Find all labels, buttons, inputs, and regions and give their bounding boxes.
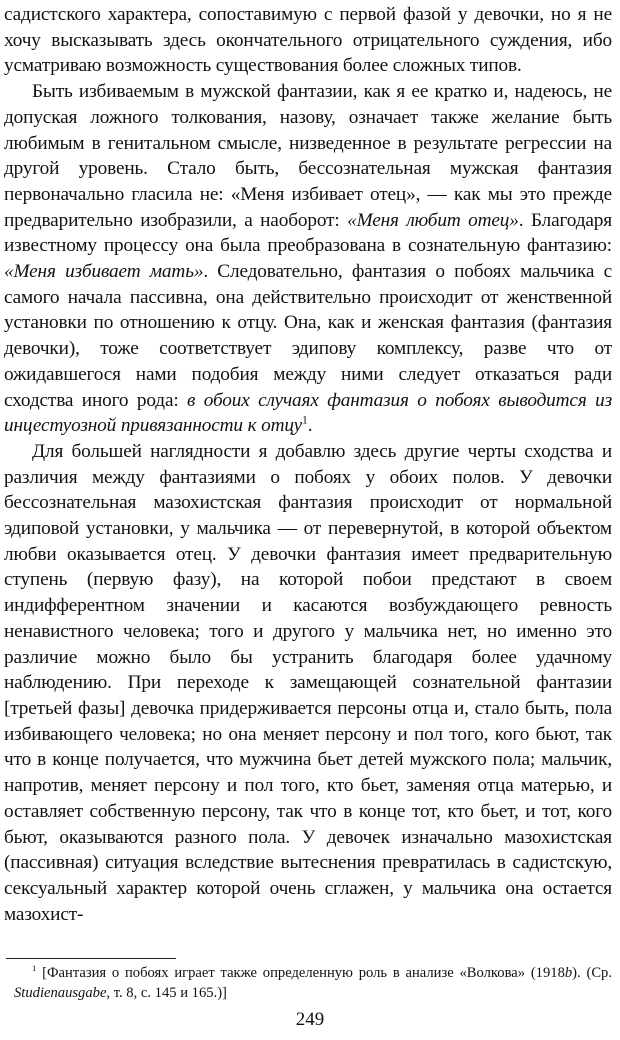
- page-number: 249: [295, 1009, 325, 1030]
- footnote-divider: [6, 958, 176, 959]
- paragraph: [4, 2, 612, 79]
- paragraph: [4, 439, 612, 927]
- text-run: [Фантазия о побоях играет также определенную роль в анализе «Волкова» (1918: [36, 965, 565, 981]
- text-run: . Следовательно, фантазия о побоях мальчика с самого начала пассивна, она действительно происходит от женственной установки по отношению к отцу. Она, как и женская фантазия (фантазия девочки), тоже соответствует эдипову комплексу, разве что от ожидавшегося нами подобия между ними следует отказаться ради сходства иного рода:: [4, 261, 612, 411]
- italic-phrase: в обоих случаях фантазия о побоях выводится из инцестуозной привязанности к отцу: [4, 389, 613, 437]
- footnote-marker: 1: [32, 963, 37, 974]
- italic-phrase: b: [564, 965, 573, 981]
- footnote-marker: 1: [302, 413, 308, 427]
- footnote: [14, 963, 612, 1003]
- italic-phrase: «Меня любит отец»: [347, 209, 519, 231]
- text-run: , т. 8, с. 145 и 165.)]: [106, 985, 227, 1001]
- text-run: .: [307, 415, 313, 437]
- main-text: [4, 2, 612, 927]
- paragraph: [4, 79, 612, 439]
- text-run: . Благодаря известному процессу она была преобразована в сознательную фантазию:: [4, 209, 612, 257]
- text-run: ). (Ср.: [572, 965, 612, 981]
- italic-phrase: «Меня избивает мать»: [4, 261, 204, 283]
- text-run: садистского характера, сопоставимую с первой фазой у девочки, но я не хочу высказывать здесь окончательного отрицательного суждения, ибо усматриваю возможность существования более сложных типов.: [4, 4, 612, 77]
- text-run: Быть избиваемым в мужской фантазии, как я ее кратко и, надеюсь, не допуская ложного толкования, назову, означает также желание быть любимым в генитальном смысле, низведенное в результате регрессии на другой уровень. Стало быть, бессознательная мужская фантазия первоначально гласила не: «Меня избивает отец», — как мы это прежде предварительно изобразили, а наоборот:: [4, 81, 612, 231]
- text-run: Для большей наглядности я добавлю здесь другие черты сходства и различия между фантазиями о побоях у обоих полов. У девочки бессознательная мазохистская фантазия происходит от нормальной эдиповой установки, у мальчика — от перевернутой, в которой объектом любви оказывается отец. У девочки фантазия имеет предварительную ступень (первую фазу), на которой побои предстают в своем индифферентном значении и касаются возбуждающего ревность ненавистного человека; того и другого у мальчика нет, но именно это различие можно было бы устранить благодаря более удачному наблюдению. При переходе к замещающей сознательной фантазии [третьей фазы] девочка придерживается персоны отца и, стало быть, пола избивающего человека; но она меняет персону и пол того, кого бьют, так что в конце получается, что мужчина бьет детей мужского пола; мальчик, напротив, меняет персону и пол того, кто бьет, заменяя отца матерью, и оставляет собственную персону, так что в конце тот, кто бьет, и тот, кого бьют, оказываются разного пола. У девочек изначально мазохистская (пассивная) ситуация вследствие вытеснения превратилась в садистскую, сексуальный характер которой очень сглажен, у мальчика она остается мазохист-: [4, 440, 612, 925]
- italic-phrase: Studienausgabe: [14, 985, 107, 1001]
